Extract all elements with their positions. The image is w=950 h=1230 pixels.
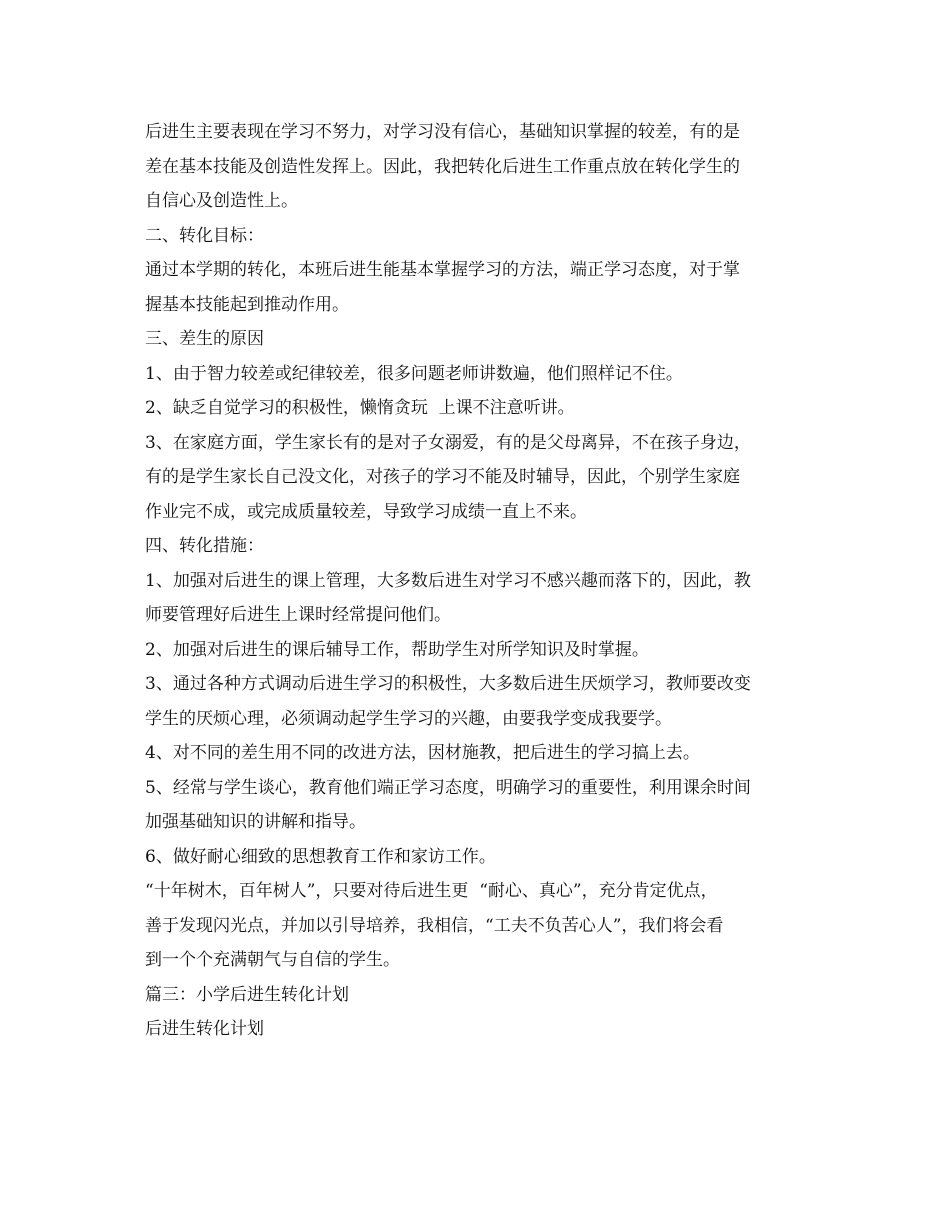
list-item: 1、加强对后进生的课上管理，大多数后进生对学习不感兴趣而落下的，因此，教 [145, 570, 751, 591]
document-title: 后进生转化计划 [145, 1019, 264, 1039]
section-heading: 三、差生的原因 [145, 329, 264, 349]
paragraph-line: “十年树木，百年树人”，只要对待后进生更 “耐心、真心”，充分肯定优点， [145, 881, 718, 901]
paragraph-line: 自信心及创造性上。 [145, 191, 298, 211]
list-item: 4、对不同的差生用不同的改进方法，因材施教，把后进生的学习搞上去。 [145, 743, 700, 763]
list-item: 加强基础知识的讲解和指导。 [145, 812, 366, 832]
document-body [145, 115, 810, 1047]
chapter-title: 篇三：小学后进生转化计划 [145, 984, 349, 1005]
paragraph-line: 到一个个充满朝气与自信的学生。 [145, 950, 400, 970]
paragraph-line: 握基本技能起到推动作用。 [145, 294, 349, 315]
list-item: 学生的厌烦心理，必须调动起学生学习的兴趣，由要我学变成我要学。 [145, 708, 672, 729]
list-item: 作业完不成，或完成质量较差，导致学习成绩一直上不来。 [145, 501, 587, 522]
list-item: 3、通过各种方式调动后进生学习的积极性，大多数后进生厌烦学习，教师要改变 [145, 674, 751, 694]
section-heading: 二、转化目标： [145, 225, 264, 246]
list-item: 3、在家庭方面，学生家长有的是对子女溺爱，有的是父母离异，不在孩子身边， [145, 432, 751, 453]
paragraph-line: 通过本学期的转化，本班后进生能基本掌握学习的方法，端正学习态度，对于掌 [145, 260, 740, 280]
paragraph-line: 差在基本技能及创造性发挥上。因此，我把转化后进生工作重点放在转化学生的 [145, 156, 740, 177]
section-heading: 四、转化措施： [145, 536, 264, 556]
list-item: 有的是学生家长自己没文化，对孩子的学习不能及时辅导，因此，个别学生家庭 [145, 467, 740, 487]
list-item: 2、缺乏自觉学习的积极性，懒惰贪玩 上课不注意听讲。 [145, 398, 575, 418]
paragraph-line: 后进生主要表现在学习不努力，对学习没有信心，基础知识掌握的较差，有的是 [145, 122, 740, 142]
list-item: 6、做好耐心细致的思想教育工作和家访工作。 [145, 846, 496, 867]
list-item: 2、加强对后进生的课后辅导工作，帮助学生对所学知识及时掌握。 [145, 639, 649, 660]
paragraph-line: 善于发现闪光点，并加以引导培养，我相信，“工夫不负苦心人”，我们将会看 [145, 915, 724, 936]
list-item: 5、经常与学生谈心，教育他们端正学习态度，明确学习的重要性，利用课余时间 [145, 777, 751, 798]
list-item: 1、由于智力较差或纪律较差，很多问题老师讲数遍，他们照样记不住。 [145, 363, 683, 384]
list-item: 师要管理好后进生上课时经常提问他们。 [145, 605, 451, 625]
